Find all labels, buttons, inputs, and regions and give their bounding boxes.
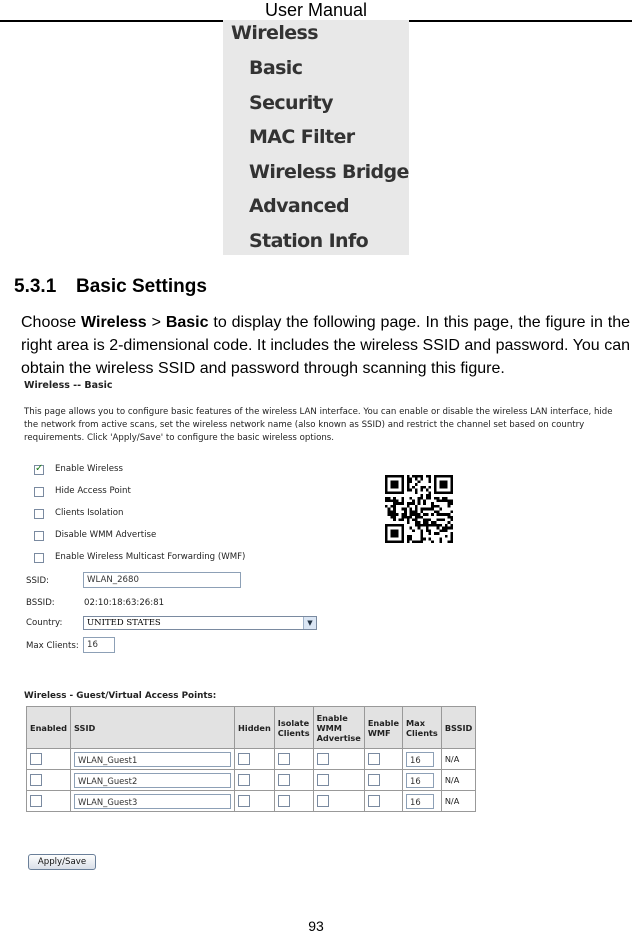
apply-save-button[interactable]: Apply/Save <box>28 854 96 870</box>
guest3-wmf-checkbox[interactable] <box>368 795 380 807</box>
ssid-input[interactable]: WLAN_2680 <box>83 572 241 588</box>
guest1-bssid: N/A <box>441 749 476 770</box>
wireless-basic-panel <box>22 378 622 878</box>
qr-code-icon <box>385 475 453 543</box>
guest-ap-table <box>26 706 476 812</box>
guest2-max-input[interactable]: 16 <box>406 773 434 788</box>
guest2-bssid: N/A <box>441 770 476 791</box>
guest3-bssid: N/A <box>441 791 476 812</box>
guest3-wmm-checkbox[interactable] <box>317 795 329 807</box>
disable-wmm-label: Disable WMM Advertise <box>55 530 157 540</box>
hide-access-point-checkbox[interactable] <box>34 487 44 497</box>
intro-bold-wireless: Wireless <box>81 314 147 331</box>
section-number: 5.3.1 <box>14 276 57 297</box>
clients-isolation-checkbox[interactable] <box>34 509 44 519</box>
country-select[interactable] <box>83 616 317 630</box>
col-enable-wmm: Enable WMM Advertise <box>313 707 364 749</box>
max-clients-input[interactable]: 16 <box>83 637 115 653</box>
bssid-value: 02:10:18:63:26:81 <box>84 598 165 608</box>
menu-item-advanced[interactable]: Advanced <box>249 195 349 217</box>
intro-paragraph <box>21 311 630 380</box>
enable-wireless-checkbox[interactable] <box>34 465 44 475</box>
guest1-hidden-checkbox[interactable] <box>238 753 250 765</box>
guest1-ssid-input[interactable]: WLAN_Guest1 <box>74 752 231 767</box>
intro-bold-basic: Basic <box>165 314 209 331</box>
guest3-max-input[interactable]: 16 <box>406 794 434 809</box>
menu-item-mac-filter[interactable]: MAC Filter <box>249 126 355 148</box>
guest2-ssid-input[interactable]: WLAN_Guest2 <box>74 773 231 788</box>
menu-item-wireless-bridge[interactable]: Wireless Bridge <box>249 161 409 183</box>
menu-item-basic[interactable]: Basic <box>249 57 303 79</box>
intro-text-1: Choose <box>21 314 82 331</box>
intro-text-2: > <box>146 314 166 331</box>
ssid-label: SSID: <box>26 576 49 586</box>
intro-text-3: to display the following page. In this page, the figure in the right area is 2-dimensional code. It includes the wireless SSID and password. You can obtain the wireless SSID and password through scanning this figure. <box>21 314 631 377</box>
col-max-clients: Max Clients <box>403 707 442 749</box>
col-hidden: Hidden <box>235 707 275 749</box>
max-clients-label: Max Clients: <box>26 641 79 651</box>
col-ssid: SSID <box>71 707 235 749</box>
col-bssid: BSSID <box>441 707 476 749</box>
menu-item-wireless[interactable]: Wireless <box>231 22 318 44</box>
col-enable-wmf: Enable WMF <box>364 707 402 749</box>
section-heading <box>14 276 207 298</box>
panel-title: Wireless -- Basic <box>24 380 113 391</box>
guest1-enabled-checkbox[interactable] <box>30 753 42 765</box>
chevron-down-icon[interactable]: ▼ <box>303 617 316 629</box>
enable-wmf-label: Enable Wireless Multicast Forwarding (WMF) <box>55 552 246 562</box>
page-number: 93 <box>308 918 324 934</box>
menu-item-security[interactable]: Security <box>249 92 333 114</box>
bssid-label: BSSID: <box>26 598 55 608</box>
guest1-isolate-checkbox[interactable] <box>278 753 290 765</box>
page-header-title: User Manual <box>264 0 368 20</box>
col-isolate-clients: Isolate Clients <box>274 707 313 749</box>
guest3-isolate-checkbox[interactable] <box>278 795 290 807</box>
country-label: Country: <box>26 618 63 628</box>
guest2-hidden-checkbox[interactable] <box>238 774 250 786</box>
section-title: Basic Settings <box>76 276 207 297</box>
enable-wireless-label: Enable Wireless <box>55 464 123 474</box>
table-row <box>27 791 476 812</box>
country-select-value: UNITED STATES <box>87 618 161 628</box>
guest1-wmm-checkbox[interactable] <box>317 753 329 765</box>
guest3-enabled-checkbox[interactable] <box>30 795 42 807</box>
table-row <box>27 770 476 791</box>
panel-description: This page allows you to configure basic features of the wireless LAN interface. You can enable or disable the wireless LAN interface, hide the network from active scans, set the wireless network name (also known as SSID) and restrict the channel set based on country requirements. Click 'Apply/Save' to configure the basic wireless options. <box>24 407 613 443</box>
guest2-enabled-checkbox[interactable] <box>30 774 42 786</box>
guest-ap-header-row <box>27 707 476 749</box>
guest1-wmf-checkbox[interactable] <box>368 753 380 765</box>
guest3-ssid-input[interactable]: WLAN_Guest3 <box>74 794 231 809</box>
hide-access-point-label: Hide Access Point <box>55 486 131 496</box>
guest1-max-input[interactable]: 16 <box>406 752 434 767</box>
guest3-hidden-checkbox[interactable] <box>238 795 250 807</box>
table-row <box>27 749 476 770</box>
col-enabled: Enabled <box>27 707 71 749</box>
clients-isolation-label: Clients Isolation <box>55 508 124 518</box>
disable-wmm-checkbox[interactable] <box>34 531 44 541</box>
menu-item-station-info[interactable]: Station Info <box>249 230 369 252</box>
enable-wmf-checkbox[interactable] <box>34 553 44 563</box>
guest2-isolate-checkbox[interactable] <box>278 774 290 786</box>
guest2-wmf-checkbox[interactable] <box>368 774 380 786</box>
wireless-menu <box>223 20 409 255</box>
guest2-wmm-checkbox[interactable] <box>317 774 329 786</box>
guest-ap-title: Wireless - Guest/Virtual Access Points: <box>24 691 217 701</box>
